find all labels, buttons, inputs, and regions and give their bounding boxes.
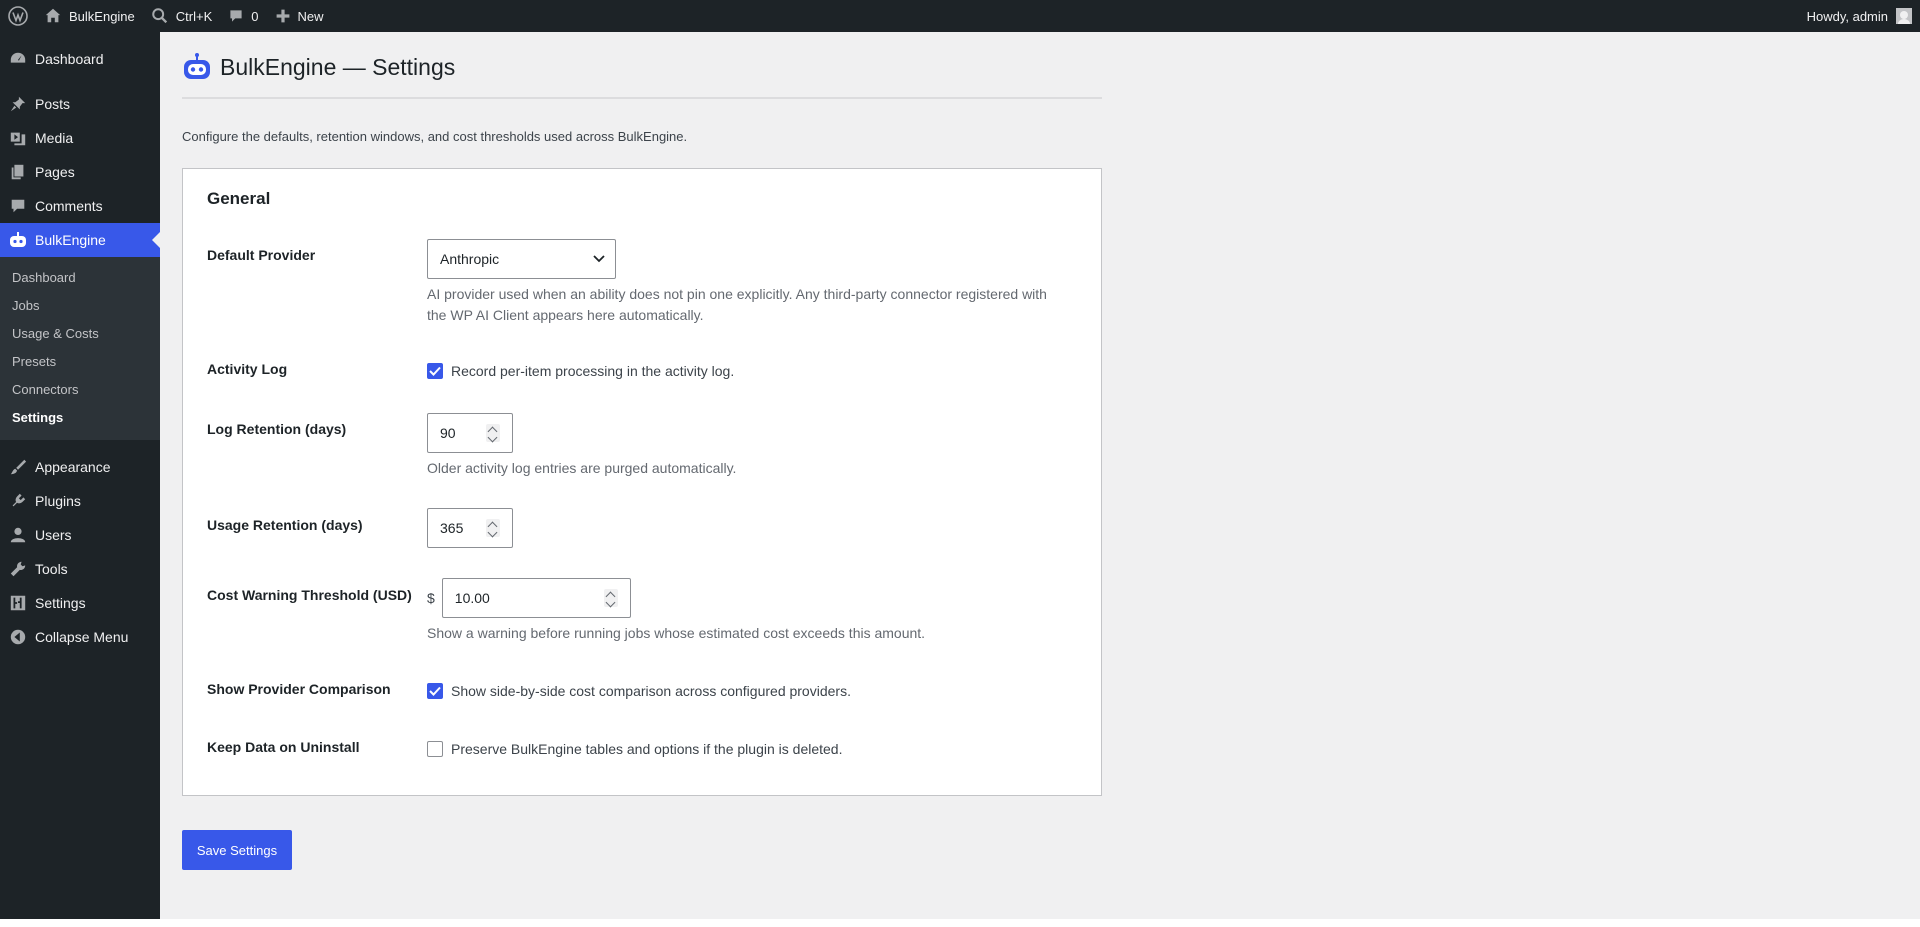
keep-data-option[interactable] [427, 739, 1077, 759]
usage-retention-label: Usage Retention (days) [207, 517, 363, 533]
sidebar-item-posts[interactable] [0, 87, 160, 121]
currency-symbol: $ [427, 590, 435, 606]
sidebar-item-appearance[interactable] [0, 450, 160, 484]
pages-icon [9, 163, 27, 181]
robot-icon [182, 52, 212, 82]
sidebar-item-users[interactable] [0, 518, 160, 552]
site-name-link[interactable] [36, 0, 143, 32]
provider-comparison-checkbox-label: Show side-by-side cost comparison across configured providers. [451, 683, 851, 699]
sidebar-label: Comments [35, 198, 103, 214]
sidebar-label: Media [35, 130, 74, 146]
description-line: the WP AI Client appears here automatically. [427, 307, 704, 323]
default-provider-description [427, 284, 1077, 326]
sidebar-item-settings[interactable] [0, 586, 160, 620]
keep-data-checkbox-label: Preserve BulkEngine tables and options if the plugin is deleted. [451, 741, 843, 757]
usage-retention-value: 365 [440, 520, 464, 536]
log-retention-input[interactable] [427, 413, 513, 453]
cost-warning-input[interactable] [442, 578, 631, 618]
comment-icon [9, 197, 27, 215]
sidebar-item-comments[interactable] [0, 189, 160, 223]
comments-count: 0 [251, 8, 259, 24]
sidebar-label: Collapse Menu [35, 629, 129, 645]
check-icon [429, 366, 441, 376]
comments-link[interactable] [220, 0, 266, 32]
pin-icon [9, 95, 27, 113]
sidebar-label: BulkEngine [35, 232, 106, 248]
submenu-item-dashboard[interactable]: Dashboard [12, 270, 76, 285]
site-name: BulkEngine [69, 8, 135, 24]
admin-sidebar [0, 32, 160, 919]
default-provider-label: Default Provider [207, 247, 316, 263]
number-spinner[interactable] [486, 519, 500, 537]
howdy-text: Howdy, admin [1806, 8, 1888, 24]
number-spinner[interactable] [604, 589, 618, 607]
save-settings-button[interactable]: Save Settings [182, 830, 292, 870]
sidebar-item-plugins[interactable] [0, 484, 160, 518]
main-content [182, 32, 1102, 858]
submenu-item-settings[interactable]: Settings [12, 410, 64, 425]
wordpress-icon [8, 6, 28, 26]
avatar [1896, 8, 1912, 24]
usage-retention-input[interactable] [427, 508, 513, 548]
comment-icon [228, 8, 244, 24]
search-icon [151, 7, 169, 25]
log-retention-label: Log Retention (days) [207, 421, 347, 437]
chevron-down-icon [593, 254, 605, 264]
sidebar-item-pages[interactable] [0, 155, 160, 189]
title-divider [182, 97, 1102, 99]
sidebar-item-dashboard[interactable] [0, 42, 160, 76]
activity-log-checkbox[interactable] [427, 363, 443, 379]
sidebar-label: Users [35, 527, 72, 543]
submenu-item-connectors[interactable]: Connectors [12, 382, 79, 397]
dashboard-icon [9, 50, 27, 68]
wrench-icon [9, 560, 27, 578]
sidebar-label: Appearance [35, 459, 111, 475]
submenu-item-jobs[interactable]: Jobs [12, 298, 40, 313]
default-provider-select[interactable] [427, 239, 616, 279]
page-title: BulkEngine — Settings [220, 53, 456, 80]
command-search-button[interactable] [143, 0, 220, 32]
activity-log-option[interactable] [427, 361, 1077, 381]
submenu-item-presets[interactable]: Presets [12, 354, 57, 369]
submenu-item-usage-costs[interactable]: Usage & Costs [12, 326, 99, 341]
settings-card [182, 168, 1102, 796]
sidebar-item-tools[interactable] [0, 552, 160, 586]
log-retention-value: 90 [440, 425, 456, 441]
home-icon [44, 7, 62, 25]
number-spinner[interactable] [486, 424, 500, 442]
media-icon [9, 129, 27, 147]
plus-icon [275, 8, 291, 24]
admin-bar [0, 0, 1920, 32]
sidebar-label: Dashboard [35, 51, 104, 67]
new-label: New [297, 8, 324, 24]
cost-warning-label: Cost Warning Threshold (USD) [207, 587, 412, 603]
sidebar-label: Settings [35, 595, 86, 611]
activity-log-checkbox-label: Record per-item processing in the activity log. [451, 363, 735, 379]
keep-data-label: Keep Data on Uninstall [207, 739, 360, 755]
sliders-icon [9, 594, 27, 612]
footer-strip [0, 919, 1920, 927]
sidebar-label: Pages [35, 164, 75, 180]
collapse-icon [9, 628, 27, 646]
wordpress-logo-button[interactable] [0, 0, 36, 32]
description-line: AI provider used when an ability does not pin one explicitly. Any third-party connector registered with [427, 286, 1047, 302]
plug-icon [9, 492, 27, 510]
search-shortcut: Ctrl+K [175, 8, 213, 24]
provider-comparison-option[interactable] [427, 681, 1077, 701]
log-retention-description: Older activity log entries are purged automatically. [427, 460, 737, 476]
card-title: General [207, 189, 271, 208]
check-icon [429, 686, 441, 696]
page-header [182, 49, 1102, 85]
activity-log-label: Activity Log [207, 361, 288, 377]
cost-warning-value: 10.00 [454, 590, 490, 606]
new-content-button[interactable] [267, 0, 332, 32]
bulkengine-submenu [0, 257, 160, 440]
sidebar-label: Plugins [35, 493, 81, 509]
sidebar-label: Posts [35, 96, 71, 112]
provider-comparison-checkbox[interactable] [427, 683, 443, 699]
user-icon [9, 526, 27, 544]
collapse-menu-button[interactable] [0, 620, 160, 654]
cost-warning-description: Show a warning before running jobs whose estimated cost exceeds this amount. [427, 625, 926, 641]
sidebar-label: Tools [35, 561, 68, 577]
robot-icon [8, 230, 28, 250]
default-provider-value: Anthropic [440, 251, 500, 267]
account-menu[interactable] [1807, 8, 1920, 24]
keep-data-checkbox[interactable] [427, 741, 443, 757]
provider-comparison-label: Show Provider Comparison [207, 681, 391, 697]
sidebar-item-bulkengine[interactable] [0, 223, 160, 257]
sidebar-item-media[interactable] [0, 121, 160, 155]
brush-icon [9, 458, 27, 476]
page-intro: Configure the defaults, retention windows, and cost thresholds used across BulkEngine. [182, 129, 688, 144]
